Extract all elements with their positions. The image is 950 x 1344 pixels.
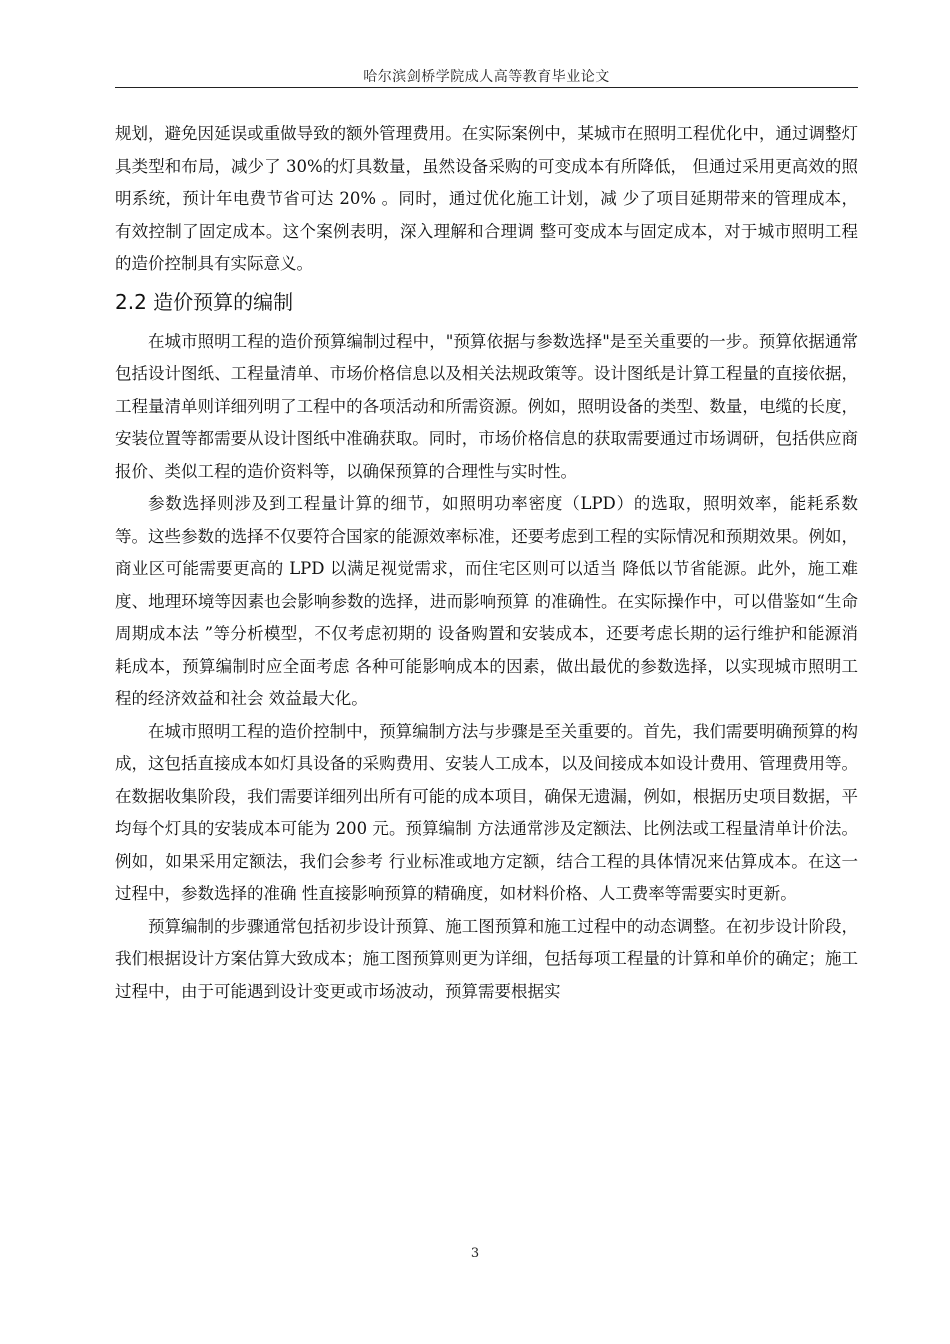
paragraph: 在城市照明工程的造价预算编制过程中，"预算依据与参数选择"是至关重要的一步。预算依据通常包括设计图纸、工程量清单、市场价格信息以及相关法规政策等。设计图纸是计算工程量的直接依据，工程量清单则详细列明了工程中的各项活动和所需资源。例如，照明设备的类型、数量，电缆的长度，安装位置等都需要从设计图纸中准确获取。同时，市场价格信息的获取需要通过市场调研，包括供应商报价、类似工程的造价资料等，以确保预算的合理性与实时性。 bbox=[115, 331, 858, 481]
main-content bbox=[115, 118, 858, 1008]
section-heading: 2.2 造价预算的编制 bbox=[115, 289, 294, 314]
paragraph-continued: 规划，避免因延误或重做导致的额外管理费用。在实际案例中，某城市在照明工程优化中，通过调整灯具类型和布局，减少了 30%的灯具数量，虽然设备采购的可变成本有所降低， 但通过采用更高效的照明系统，预计年电费节省可达 20% 。同时，通过优化施工计划，减 少了项目延期带来的管理成本，有效控制了固定成本。这个案例表明，深入理解和合理调 整可变成本与固定成本，对于城市照明工程的造价控制具有实际意义。 bbox=[115, 124, 858, 273]
paragraph: 在城市照明工程的造价控制中，预算编制方法与步骤是至关重要的。首先，我们需要明确预算的构成，这包括直接成本如灯具设备的采购费用、安装人工成本，以及间接成本如设计费用、管理费用等。在数据收集阶段，我们需要详细列出所有可能的成本项目，确保无遗漏，例如，根据历史项目数据，平均每个灯具的安装成本可能为 200 元。预算编制 方法通常涉及定额法、比例法或工程量清单计价法。例如，如果采用定额法，我们会参考 行业标准或地方定额，结合工程的具体情况来估算成本。在这一过程中，参数选择的准确 性直接影响预算的精确度，如材料价格、人工费率等需要实时更新。 bbox=[115, 721, 858, 903]
paragraph: 参数选择则涉及到工程量计算的细节，如照明功率密度（LPD）的选取，照明效率，能耗系数等。这些参数的选择不仅要符合国家的能源效率标准，还要考虑到工程的实际情况和预期效果。例如，商业区可能需要更高的 LPD 以满足视觉需求，而住宅区则可以适当 降低以节省能源。此外，施工难度、地理环境等因素也会影响参数的选择，进而影响预算 的准确性。在实际操作中，可以借鉴如“生命周期成本法 ”等分析模型，不仅考虑初期的 设备购置和安装成本，还要考虑长期的运行维护和能源消耗成本，预算编制时应全面考虑 各种可能影响成本的因素，做出最优的参数选择，以实现城市照明工程的经济效益和社会 效益最大化。 bbox=[115, 494, 858, 708]
paragraph: 预算编制的步骤通常包括初步设计预算、施工图预算和施工过程中的动态调整。在初步设计阶段，我们根据设计方案估算大致成本；施工图预算则更为详细，包括每项工程量的计算和单价的确定；施工过程中，由于可能遇到设计变更或市场波动，预算需要根据实 bbox=[115, 916, 858, 1001]
header-title: 哈尔滨剑桥学院成人高等教育毕业论文 bbox=[363, 69, 610, 85]
page-number: 3 bbox=[470, 1246, 480, 1261]
header-divider bbox=[115, 87, 858, 88]
